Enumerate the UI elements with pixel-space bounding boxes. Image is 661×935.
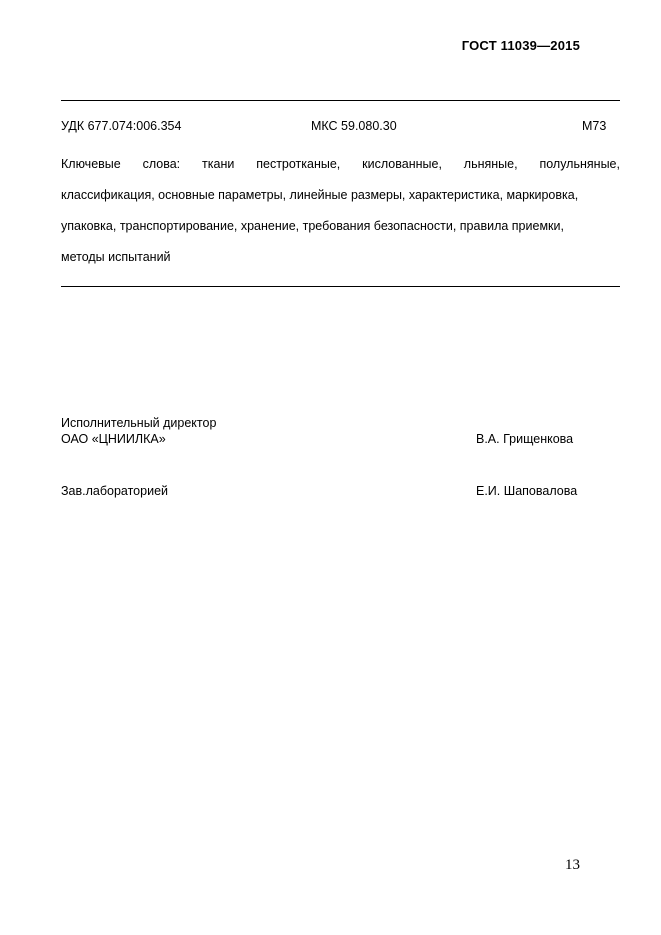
keyword-word: кислованные, [362,157,442,171]
signer-2-position: Зав.лабораторией [61,484,169,498]
keyword-word: Ключевые [61,157,121,171]
keyword-word: слова: [142,157,181,171]
keywords-line-4: методы испытаний [61,250,171,264]
signer-1-name: В.А. Грищенкова [476,432,574,446]
keyword-word: ткани [202,157,235,171]
page-number: 13 [565,857,580,873]
keywords-block [61,149,620,273]
signer-2-name: Е.И. Шаповалова [476,484,578,498]
keywords-line-1 [61,149,620,180]
mks-code: МКС 59.080.30 [311,119,397,133]
document-code: ГОСТ 11039—2015 [461,38,580,53]
keyword-word: полульняные, [539,157,620,171]
signer-1-organization: ОАО «ЦНИИЛКА» [61,432,166,446]
keyword-word: льняные, [463,157,518,171]
keyword-word: пестротканые, [256,157,341,171]
top-rule [61,100,620,101]
classification-line [61,119,620,137]
keywords-line-3: упаковка, транспортирование, хранение, требования безопасности, правила приемки, [61,219,564,233]
udk-code: УДК 677.074:006.354 [61,119,182,133]
okp-code: М73 [582,119,607,133]
signer-1-position: Исполнительный директор [61,416,217,430]
bottom-rule [61,286,620,287]
keywords-line-2: классификация, основные параметры, линейные размеры, характеристика, маркировка, [61,188,579,202]
